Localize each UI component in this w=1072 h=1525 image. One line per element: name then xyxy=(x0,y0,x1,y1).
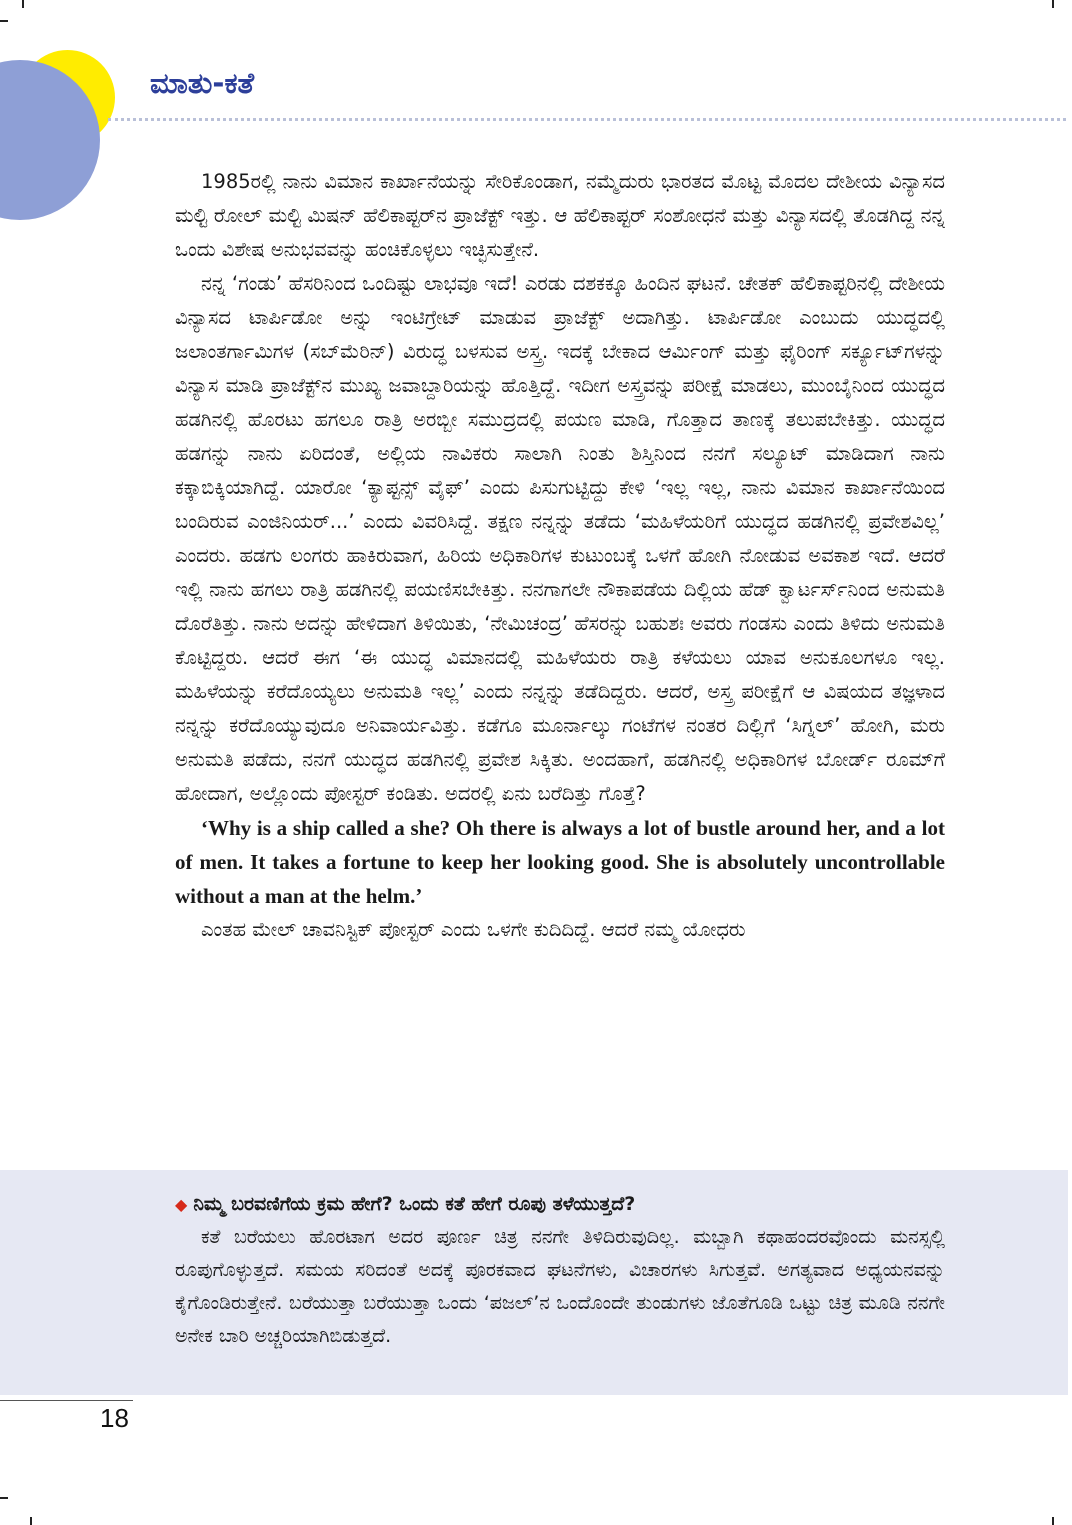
section-title: ಮಾತು-ಕತೆ xyxy=(150,66,255,100)
paragraph-english-quote: ‘Why is a ship called a she? Oh there is always a lot of bustle around her, and a lot of men. It takes a fortune to keep her looking good. She is absolutely uncontrollable without a man at the helm.’ xyxy=(175,816,945,908)
crop-mark-bottom-left xyxy=(0,1497,8,1499)
paragraph-story: ನನ್ನ ‘ಗಂಡು’ ಹೆಸರಿನಿಂದ ಒಂದಿಷ್ಟು ಲಾಭವೂ ಇದೆ! ಎರಡು ದಶಕಕ್ಕೂ ಹಿಂದಿನ ಘಟನೆ. ಚೇತಕ್ ಹೆಲಿಕಾಪ್ಟರಿನಲ್ಲಿ ದೇಶೀಯ ವಿನ್ಯಾಸದ ಟಾರ್ಪಿಡೋ ಅನ್ನು ಇಂಟಿಗ್ರೇಟ್ ಮಾಡುವ ಪ್ರಾಜೆಕ್ಟ್ ಅದಾಗಿತ್ತು. ಟಾರ್ಪಿಡೋ ಎಂಬುದು ಯುದ್ಧದಲ್ಲಿ ಜಲಾಂತರ್ಗಾಮಿಗಳ (ಸಬ್‌ಮೆರಿನ್) ವಿರುದ್ಧ ಬಳಸುವ ಅಸ್ತ್ರ. ಇದಕ್ಕೆ ಬೇಕಾದ ಆರ್ಮಿಂಗ್ ಮತ್ತು ಫೈರಿಂಗ್ ಸರ್ಕ್ಯೂಟ್‌ಗಳನ್ನು ವಿನ್ಯಾಸ ಮಾಡಿ ಪ್ರಾಜೆಕ್ಟ್‌ನ ಮುಖ್ಯ ಜವಾಬ್ದಾರಿಯನ್ನು ಹೊತ್ತಿದ್ದೆ. ಇದೀಗ ಅಸ್ತ್ರವನ್ನು ಪರೀಕ್ಷೆ ಮಾಡಲು, ಮುಂಬೈನಿಂದ ಯುದ್ಧದ ಹಡಗಿನಲ್ಲಿ ಹೊರಟು ಹಗಲೂ ರಾತ್ರಿ ಅರಬ್ಬೀ ಸಮುದ್ರದಲ್ಲಿ ಪಯಣ ಮಾಡಿ, ಗೊತ್ತಾದ ತಾಣಕ್ಕೆ ತಲುಪಬೇಕಿತ್ತು. ಯುದ್ಧದ ಹಡಗನ್ನು ನಾನು ಏರಿದಂತೆ, ಅಲ್ಲಿಯ ನಾವಿಕರು ಸಾಲಾಗಿ ನಿಂತು ಶಿಸ್ತಿನಿಂದ ನನಗೆ ಸಲ್ಯೂಟ್ ಮಾಡಿದಾಗ ನಾನು ಕಕ್ಕಾಬಿಕ್ಕಿಯಾಗಿದ್ದೆ. ಯಾರೋ ‘ಕ್ಯಾಪ್ಟನ್ಸ್ ವೈಫ್’ ಎಂದು ಪಿಸುಗುಟ್ಟಿದ್ದು ಕೇಳಿ ‘ಇಲ್ಲ ಇಲ್ಲ, ನಾನು ವಿಮಾನ ಕಾರ್ಖಾನೆಯಿಂದ ಬಂದಿರುವ ಎಂಜಿನಿಯರ್...’ ಎಂದು ವಿವರಿಸಿದ್ದೆ. ತಕ್ಷಣ ನನ್ನನ್ನು ತಡೆದು ‘ಮಹಿಳೆಯರಿಗೆ ಯುದ್ಧದ ಹಡಗಿನಲ್ಲಿ ಪ್ರವೇಶವಿಲ್ಲ’ ಎಂದರು. ಹಡಗು ಲಂಗರು ಹಾಕಿರುವಾಗ, ಹಿರಿಯ ಅಧಿಕಾರಿಗಳ ಕುಟುಂಬಕ್ಕೆ ಒಳಗೆ ಹೋಗಿ ನೋಡುವ ಅವಕಾಶ ಇದೆ. ಆದರೆ ಇಲ್ಲಿ ನಾನು ಹಗಲು ರಾತ್ರಿ ಹಡಗಿನಲ್ಲಿ ಪಯಣಿಸಬೇಕಿತ್ತು. ನನಗಾಗಲೇ ನೌಕಾಪಡೆಯ ದಿಲ್ಲಿಯ ಹೆಡ್ ಕ್ವಾರ್ಟರ್ಸ್‌ನಿಂದ ಅನುಮತಿ ದೊರೆತಿತ್ತು. ನಾನು ಅದನ್ನು ಹೇಳಿದಾಗ ತಿಳಿಯಿತು, ‘ನೇಮಿಚಂದ್ರ’ ಹೆಸರನ್ನು ಬಹುಶಃ ಅವರು ಗಂಡಸು ಎಂದು ತಿಳಿದು ಅನುಮತಿ ಕೊಟ್ಟಿದ್ದರು. ಆದರೆ ಈಗ ‘ಈ ಯುದ್ಧ ವಿಮಾನದಲ್ಲಿ ಮಹಿಳೆಯರು ರಾತ್ರಿ ಕಳೆಯಲು ಯಾವ ಅನುಕೂಲಗಳೂ ಇಲ್ಲ. ಮಹಿಳೆಯನ್ನು ಕರೆದೊಯ್ಯಲು ಅನುಮತಿ ಇಲ್ಲ’ ಎಂದು ನನ್ನನ್ನು ತಡೆದಿದ್ದರು. ಆದರೆ, ಅಸ್ತ್ರ ಪರೀಕ್ಷೆಗೆ ಆ ವಿಷಯದ ತಜ್ಞಳಾದ ನನ್ನನ್ನು ಕರೆದೊಯ್ಯುವುದೂ ಅನಿವಾರ್ಯವಿತ್ತು. ಕಡೆಗೂ ಮೂರ್ನಾಲ್ಕು ಗಂಟೆಗಳ ನಂತರ ದಿಲ್ಲಿಗೆ ‘ಸಿಗ್ನಲ್’ ಹೋಗಿ, ಮರು ಅನುಮತಿ ಪಡೆದು, ನನಗೆ ಯುದ್ಧದ ಹಡಗಿನಲ್ಲಿ ಪ್ರವೇಶ ಸಿಕ್ಕಿತು. ಅಂದಹಾಗೆ, ಹಡಗಿನಲ್ಲಿ ಅಧಿಕಾರಿಗಳ ಬೋರ್ಡ್ ರೂಮ್‌ಗೆ ಹೋದಾಗ, ಅಲ್ಲೊಂದು ಪೋಸ್ಟರ್ ಕಂಡಿತು. ಅದರಲ್ಲಿ ಏನು ಬರೆದಿತ್ತು ಗೊತ್ತೆ? xyxy=(175,272,945,805)
paragraph-intro: 1985ರಲ್ಲಿ ನಾನು ವಿಮಾನ ಕಾರ್ಖಾನೆಯನ್ನು ಸೇರಿಕೊಂಡಾಗ, ನಮ್ಮೆದುರು ಭಾರತದ ಮೊಟ್ಟ ಮೊದಲ ದೇಶೀಯ ವಿನ್ಯಾಸದ ಮಲ್ಟಿ ರೋಲ್ ಮಲ್ಟಿ ಮಿಷನ್ ಹೆಲಿಕಾಪ್ಟರ್‌ನ ಪ್ರಾಜೆಕ್ಟ್ ಇತ್ತು. ಆ ಹೆಲಿಕಾಪ್ಟರ್ ಸಂಶೋಧನೆ ಮತ್ತು ವಿನ್ಯಾಸದಲ್ಲಿ ತೊಡಗಿದ್ದ ನನ್ನ ಒಂದು ವಿಶೇಷ ಅನುಭವವನ್ನು ಹಂಚಿಕೊಳ್ಳಲು ಇಚ್ಛಿಸುತ್ತೇನೆ. xyxy=(175,170,945,261)
crop-mark-top-left-h xyxy=(0,20,8,22)
qa-question xyxy=(175,1188,945,1221)
article-body xyxy=(175,165,945,1150)
qa-answer: ಕತೆ ಬರೆಯಲು ಹೊರಟಾಗ ಅದರ ಪೂರ್ಣ ಚಿತ್ರ ನನಗೇ ತಿಳಿದಿರುವುದಿಲ್ಲ. ಮಬ್ಬಾಗಿ ಕಥಾಹಂದರವೊಂದು ಮನಸ್ಸಲ್ಲಿ ರೂಪುಗೊಳ್ಳುತ್ತದೆ. ಸಮಯ ಸರಿದಂತೆ ಅದಕ್ಕೆ ಪೂರಕವಾದ ಘಟನೆಗಳು, ವಿಚಾರಗಳು ಸಿಗುತ್ತವೆ. ಅಗತ್ಯವಾದ ಅಧ್ಯಯನವನ್ನು ಕೈಗೊಂಡಿರುತ್ತೇನೆ. ಬರೆಯುತ್ತಾ ಬರೆಯುತ್ತಾ ಒಂದು ‘ಪಜಲ್’ನ ಒಂದೊಂದೇ ತುಂಡುಗಳು ಜೊತೆಗೂಡಿ ಒಟ್ಟು ಚಿತ್ರ ಮೂಡಿ ನನಗೇ ಅನೇಕ ಬಾರಿ ಅಚ್ಚರಿಯಾಗಿಬಿಡುತ್ತದೆ. xyxy=(175,1226,945,1347)
qa-question-text: ನಿಮ್ಮ ಬರವಣಿಗೆಯ ಕ್ರಮ ಹೇಗೆ? ಒಂದು ಕತೆ ಹೇಗೆ ರೂಪು ತಳೆಯುತ್ತದೆ? xyxy=(193,1193,636,1215)
qa-box-content xyxy=(175,1188,945,1353)
crop-mark-top-right xyxy=(1052,0,1054,8)
page-number: 18 xyxy=(100,1403,129,1433)
crop-mark-top-left xyxy=(22,0,24,8)
dotted-divider xyxy=(108,118,1066,121)
crop-mark-bottom-left-v xyxy=(30,1517,32,1525)
page-number-rule xyxy=(0,1400,133,1401)
crop-mark-bottom-right xyxy=(1052,1517,1054,1525)
diamond-bullet-icon: ◆ xyxy=(175,1195,188,1214)
paragraph-continuation: ಎಂತಹ ಮೇಲ್ ಚಾವನಿಸ್ಟಿಕ್ ಪೋಸ್ಟರ್ ಎಂದು ಒಳಗೇ ಕುದಿದಿದ್ದೆ. ಆದರೆ ನಮ್ಮ ಯೋಧರು xyxy=(201,918,746,941)
qa-box xyxy=(0,1170,1068,1395)
